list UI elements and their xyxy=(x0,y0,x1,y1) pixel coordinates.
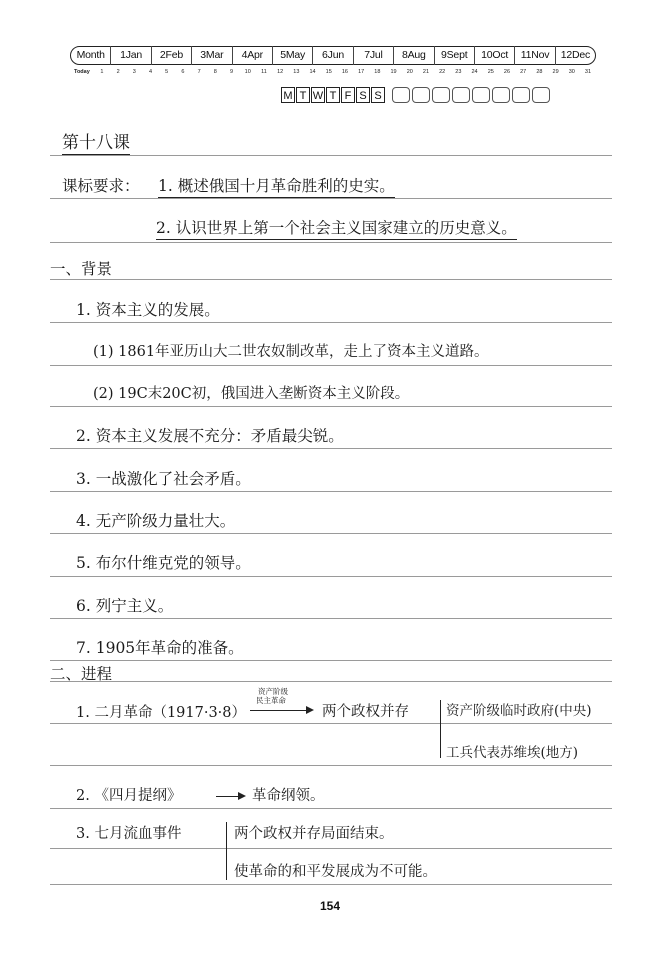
day-number: 15 xyxy=(325,69,332,75)
lesson-title: 第十八课 xyxy=(62,133,130,153)
ruled-line xyxy=(50,723,612,724)
note-subitem: (1) 1861年亚历山大二世农奴制改革，走上了资本主义道路。 xyxy=(93,344,489,360)
arrow-head-icon xyxy=(306,706,314,714)
day-number: 28 xyxy=(536,69,543,75)
month-cell: 5May xyxy=(272,46,312,65)
branch-item: 资产阶级临时政府(中央) xyxy=(446,703,592,719)
arrow-head-icon xyxy=(238,792,246,800)
day-number: 25 xyxy=(487,69,494,75)
requirement-label: 课标要求： xyxy=(62,177,140,195)
arrow-icon xyxy=(250,710,308,711)
requirement-item: 1. 概述俄国十月革命胜利的史实。 xyxy=(158,176,395,198)
day-number: 10 xyxy=(244,69,251,75)
ruled-line xyxy=(50,660,612,661)
arrow-icon xyxy=(216,796,240,797)
section-heading: 一、背景 xyxy=(50,260,113,278)
month-cell: 6Jun xyxy=(312,46,352,65)
month-cell: 3Mar xyxy=(191,46,231,65)
month-cell: 12Dec xyxy=(555,46,595,65)
day-number: 29 xyxy=(552,69,559,75)
month-cell: 8Aug xyxy=(393,46,433,65)
note-item: 3. 七月流血事件 xyxy=(76,826,182,842)
weekday-box: T xyxy=(296,87,310,103)
note-item: 2. 资本主义发展不充分：矛盾最尖锐。 xyxy=(76,427,344,445)
page-number: 154 xyxy=(319,899,341,913)
note-subitem: (2) 19C末20C初，俄国进入垄断资本主义阶段。 xyxy=(93,386,410,402)
brace-icon xyxy=(440,700,441,758)
day-number-row xyxy=(74,69,596,75)
day-number: 16 xyxy=(341,69,348,75)
month-cell: 4Apr xyxy=(232,46,272,65)
day-number: 4 xyxy=(148,69,153,75)
ruled-line xyxy=(50,322,612,323)
ruled-line xyxy=(50,406,612,407)
day-number: 3 xyxy=(132,69,136,75)
weekday-box: M xyxy=(281,87,295,103)
day-number: 26 xyxy=(503,69,511,75)
note-item: 5. 布尔什维克党的领导。 xyxy=(76,554,251,572)
day-number: 1 xyxy=(100,69,104,75)
day-number: 17 xyxy=(358,69,365,75)
day-number: 9 xyxy=(229,69,234,75)
day-number: 13 xyxy=(293,69,300,75)
day-number: 22 xyxy=(439,69,446,75)
weather-icon-box xyxy=(532,87,550,103)
day-number: 23 xyxy=(455,69,462,75)
month-cell: 1Jan xyxy=(110,46,150,65)
note-item: 1. 资本主义的发展。 xyxy=(76,301,220,319)
brace-icon xyxy=(226,822,227,880)
month-cell: 9Sept xyxy=(434,46,474,65)
ruled-line xyxy=(50,533,612,534)
day-number: 7 xyxy=(197,69,201,75)
day-number: 6 xyxy=(181,69,185,75)
day-number: 14 xyxy=(309,69,316,75)
month-cell: 11Nov xyxy=(514,46,554,65)
ruled-line xyxy=(50,365,612,366)
day-number: 24 xyxy=(471,69,478,75)
day-number: 12 xyxy=(277,69,284,75)
note-item: 3. 一战激化了社会矛盾。 xyxy=(76,470,251,488)
day-number: 11 xyxy=(261,69,267,75)
weekday-box: W xyxy=(311,87,325,103)
day-number: 27 xyxy=(520,69,527,75)
note-item: 1. 二月革命（1917·3·8） xyxy=(76,705,247,721)
day-number: 8 xyxy=(213,69,217,75)
weekday-boxes xyxy=(281,87,552,103)
day-number: 2 xyxy=(116,69,120,75)
ruled-line xyxy=(50,618,612,619)
day-number: 21 xyxy=(422,69,430,75)
ruled-line xyxy=(50,848,612,849)
ruled-line xyxy=(50,491,612,492)
day-number: 18 xyxy=(374,69,381,75)
month-cell: 10Oct xyxy=(474,46,514,65)
weather-icon-box xyxy=(412,87,430,103)
month-strip xyxy=(70,46,596,65)
weather-icon-box xyxy=(452,87,470,103)
weekday-box: S xyxy=(356,87,370,103)
ruled-line xyxy=(50,155,612,156)
requirement-item: 2. 认识世界上第一个社会主义国家建立的历史意义。 xyxy=(156,218,517,240)
weekday-box: S xyxy=(371,87,385,103)
ruled-line xyxy=(50,242,612,243)
note-item: 2. 《四月提纲》 xyxy=(76,788,182,804)
month-cell: 7Jul xyxy=(353,46,393,65)
branch-item: 两个政权并存局面结束。 xyxy=(234,826,394,842)
note-result: 革命纲领。 xyxy=(252,788,325,804)
day-number: 31 xyxy=(584,69,592,75)
day-label: Today xyxy=(74,69,90,75)
ruled-line xyxy=(50,448,612,449)
section-heading: 二、进程 xyxy=(50,665,113,683)
weather-icon-box xyxy=(392,87,410,103)
note-item: 4. 无产阶级力量壮大。 xyxy=(76,512,236,530)
day-number: 30 xyxy=(568,69,575,75)
weather-icon-box xyxy=(432,87,450,103)
day-number: 19 xyxy=(390,69,397,75)
ruled-line xyxy=(50,576,612,577)
branch-item: 工兵代表苏维埃(地方) xyxy=(446,745,579,761)
month-cell: 2Feb xyxy=(151,46,191,65)
ruled-line xyxy=(50,681,612,682)
weather-icon-box xyxy=(492,87,510,103)
ruled-line xyxy=(50,279,612,280)
note-item: 7. 1905年革命的准备。 xyxy=(76,639,244,657)
arrow-label: 资产阶级 xyxy=(258,687,288,696)
ruled-line xyxy=(50,198,612,199)
ruled-line xyxy=(50,884,612,885)
note-result: 两个政权并存 xyxy=(322,704,409,720)
weather-icon-box xyxy=(472,87,490,103)
month-cell: Month xyxy=(76,49,105,61)
weekday-box: T xyxy=(326,87,340,103)
day-number: 20 xyxy=(406,69,413,75)
weekday-box: F xyxy=(341,87,355,103)
arrow-label: 民主革命 xyxy=(256,696,286,705)
branch-item: 使革命的和平发展成为不可能。 xyxy=(234,864,437,880)
weather-icon-box xyxy=(512,87,530,103)
ruled-line xyxy=(50,808,612,809)
ruled-line xyxy=(50,765,612,766)
day-number: 5 xyxy=(165,69,169,75)
note-item: 6. 列宁主义。 xyxy=(76,597,174,615)
